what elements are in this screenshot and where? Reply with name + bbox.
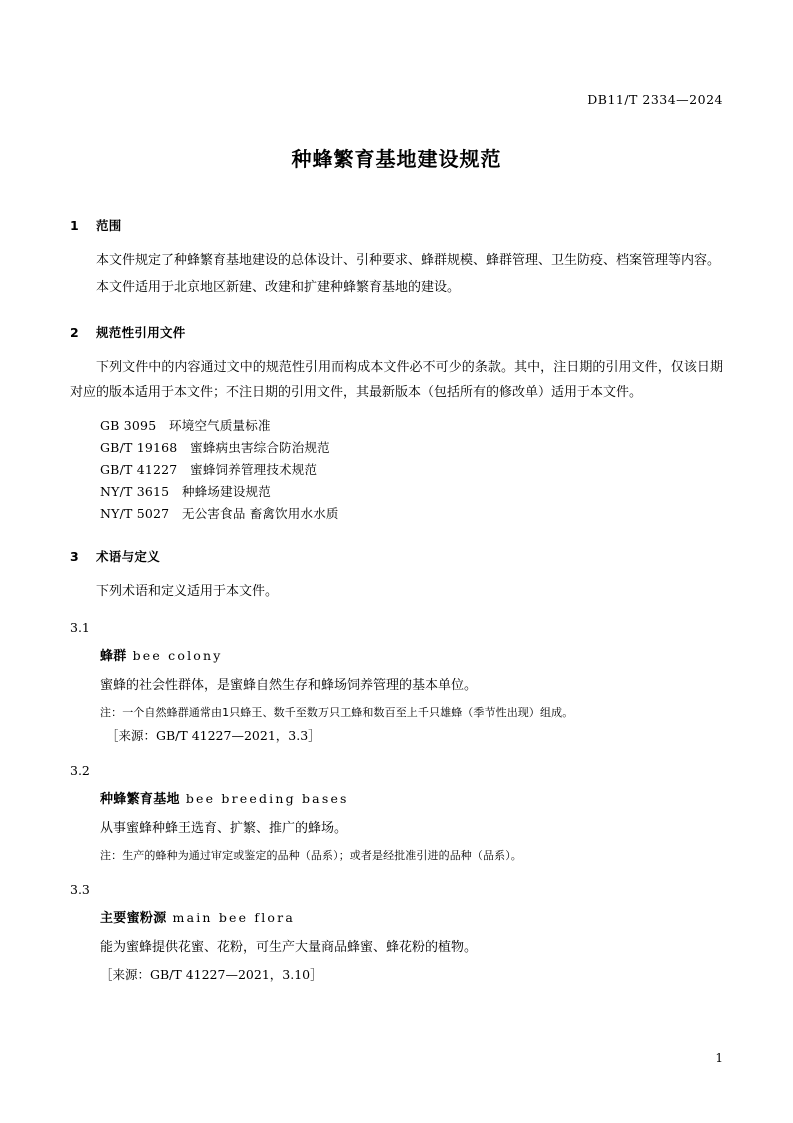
- clause-heading-1: [70, 216, 723, 234]
- clause-heading-3: [70, 547, 723, 565]
- term-name-cn: 种蜂繁育基地: [100, 792, 180, 808]
- term-definition-3-2: 从事蜜蜂种蜂王选育、扩繁、推广的蜂场。: [100, 821, 348, 837]
- term-source-3-3: ［来源：GB/T 41227—2021，3.10］: [100, 967, 323, 983]
- term-note-3-2: 注：生产的蜂种为通过审定或鉴定的品种（品系）；或者是经批准引进的品种（品系）。: [100, 848, 522, 862]
- term-source-3-1: ［来源：GB/T 41227—2021，3.3］: [106, 727, 321, 743]
- reference-item: NY/T 3615 种蜂场建设规范: [100, 484, 271, 499]
- page-number: 1: [715, 1051, 723, 1065]
- term-definition-3-3: 能为蜜蜂提供花蜜、花粉，可生产大量商品蜂蜜、蜂花粉的植物。: [100, 939, 478, 955]
- clause-number-2: 2: [70, 324, 79, 340]
- clause-title-3: 术语与定义: [96, 548, 161, 564]
- clause-1-paragraph-1: 本文件规定了种蜂繁育基地建设的总体设计、引种要求、蜂群规模、蜂群管理、卫生防疫、档案管理等内容。: [96, 253, 721, 268]
- clause-3-paragraph-1: 下列术语和定义适用于本文件。: [96, 583, 279, 599]
- clause-1-paragraph-2: 本文件适用于北京地区新建、改建和扩建种蜂繁育基地的建设。: [96, 280, 461, 296]
- reference-item: NY/T 5027 无公害食品 畜禽饮用水水质: [100, 505, 339, 521]
- term-number-3-2: 3.2: [70, 763, 90, 779]
- page-content: [70, 92, 723, 987]
- term-name-en: bee breeding bases: [185, 791, 349, 807]
- page-title: 种蜂繁育基地建设规范: [291, 147, 502, 171]
- normative-references-list: [70, 415, 723, 524]
- term-definition-3-1: 蜜蜂的社会性群体，是蜜蜂自然生存和蜂场饲养管理的基本单位。: [100, 678, 478, 694]
- term-number-3-1: 3.1: [70, 620, 90, 636]
- clause-title-2: 规范性引用文件: [96, 324, 186, 340]
- term-note-3-1: 注：一个自然蜂群通常由1只蜂王、数千至数万只工蜂和数百至上千只雄蜂（季节性出现）组成。: [100, 705, 574, 719]
- reference-item: GB/T 19168 蜜蜂病虫害综合防治规范: [100, 440, 330, 456]
- term-entry-3-3: [70, 907, 723, 926]
- clause-title-1: 范围: [96, 218, 122, 233]
- term-name-cn: 主要蜜粉源: [100, 910, 167, 926]
- clause-2-paragraph-1: 下列文件中的内容通过文中的规范性引用而构成本文件必不可少的条款。其中，注日期的引用文件，仅该日期对应的版本适用于本文件；不注日期的引用文件，其最新版本（包括所有的修改单）适用于本文件。: [70, 359, 723, 401]
- term-name-en: bee colony: [132, 648, 223, 664]
- clause-heading-2: [70, 323, 723, 341]
- term-name-cn: 蜂群: [100, 649, 127, 665]
- reference-item: GB/T 41227 蜜蜂饲养管理技术规范: [100, 462, 318, 478]
- reference-item: GB 3095 环境空气质量标准: [100, 418, 271, 434]
- standard-code: DB11/T 2334—2024: [587, 92, 723, 107]
- term-number-3-3: 3.3: [70, 881, 90, 897]
- term-entry-3-1: [70, 645, 723, 664]
- term-entry-3-2: [70, 788, 723, 807]
- clause-number-3: 3: [70, 548, 79, 564]
- term-name-en: main bee flora: [172, 909, 295, 925]
- clause-number-1: 1: [70, 218, 79, 233]
